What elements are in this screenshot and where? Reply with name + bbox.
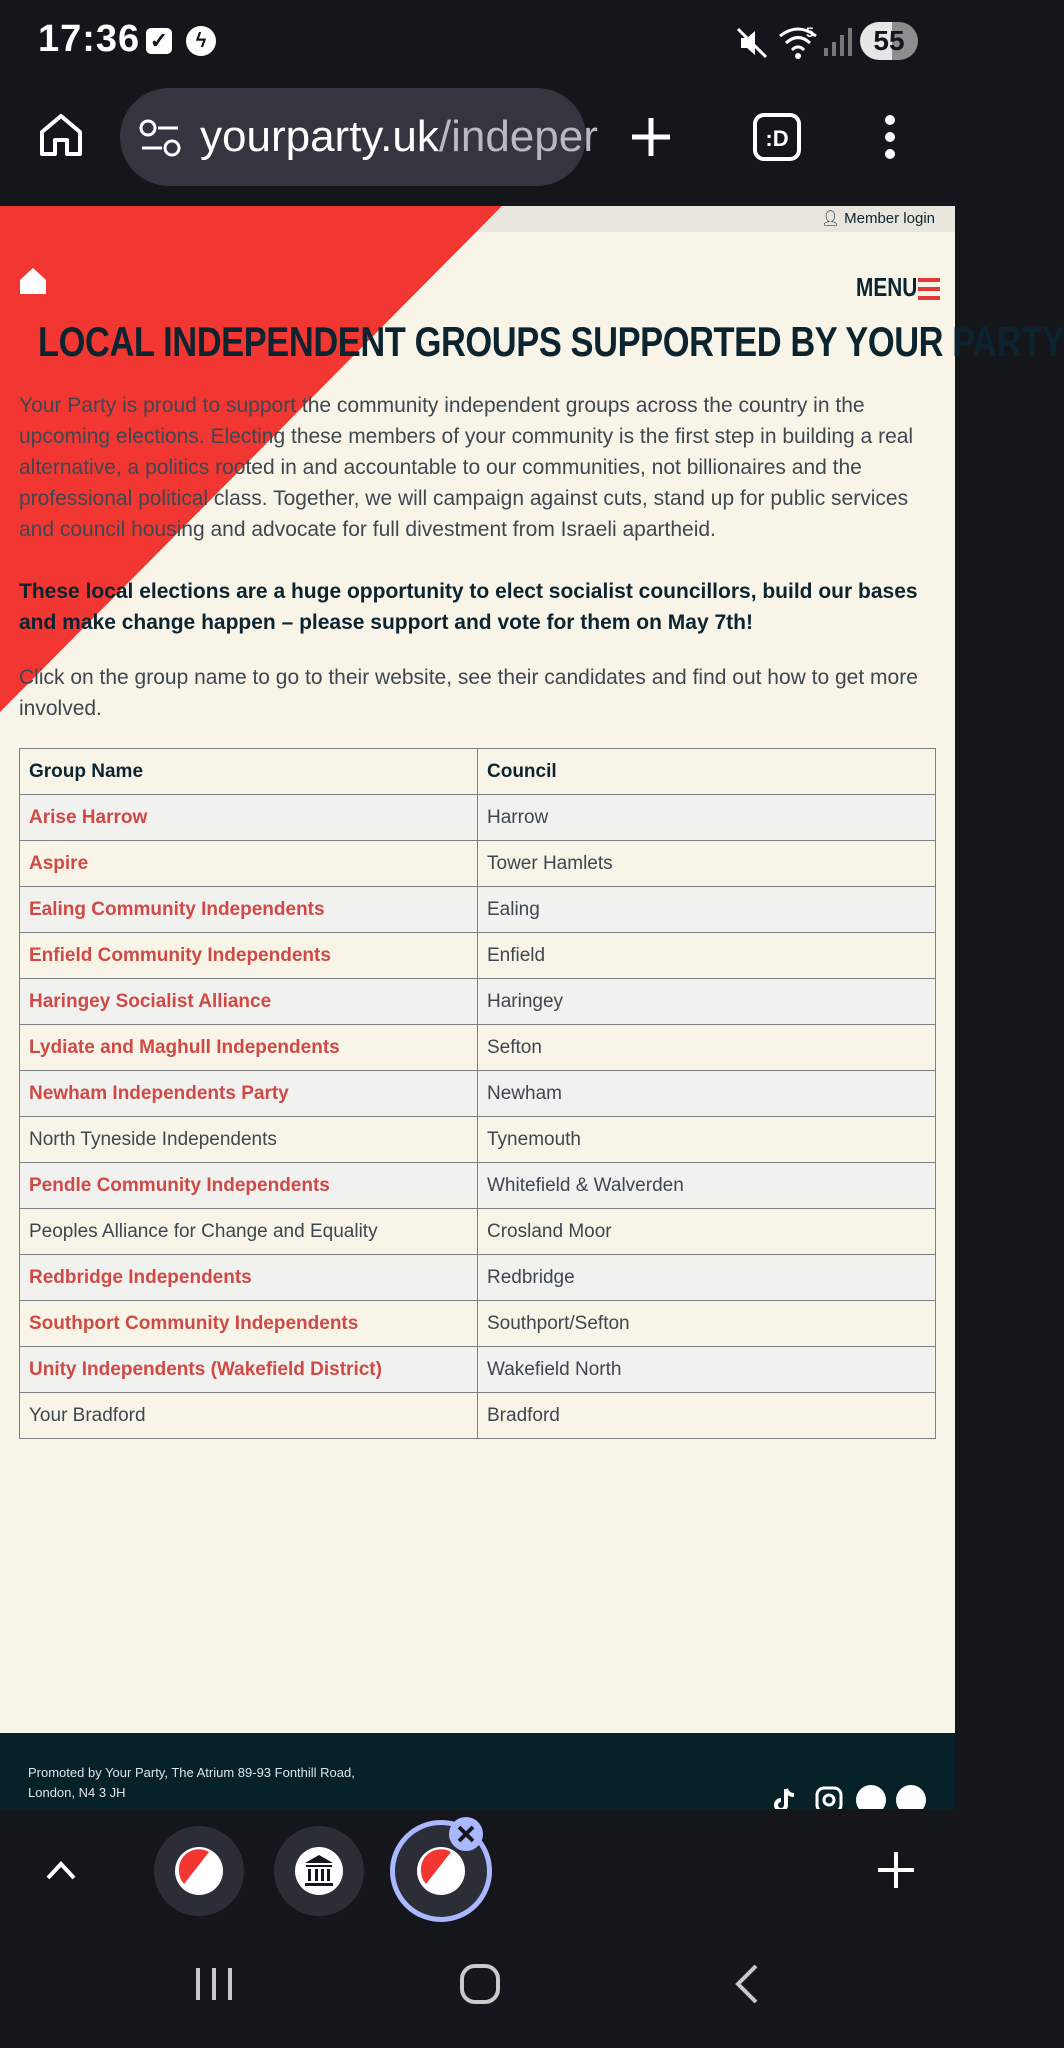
callout-paragraph: These local elections are a huge opportunity to elect socialist councillors, build our bases and make change happen – please support and vote for them on May 7th! [19, 580, 918, 634]
svg-text::D: :D [765, 126, 789, 151]
group-name-cell: Your Bradford [20, 1393, 478, 1439]
tab-museum[interactable] [274, 1826, 364, 1916]
group-name-cell[interactable]: Lydiate and Maghull Independents [20, 1025, 478, 1071]
member-login-link[interactable] [821, 209, 935, 227]
checkbox-notification-icon: ✓ [146, 28, 172, 54]
header-council: Council [478, 749, 936, 795]
council-cell: Sefton [478, 1025, 936, 1071]
tab-museum-icon [274, 1826, 364, 1916]
group-name-cell[interactable]: Redbridge Independents [20, 1255, 478, 1301]
council-cell: Whitefield & Walverden [478, 1163, 936, 1209]
site-footer [0, 1733, 955, 1809]
more-icon[interactable] [880, 112, 900, 162]
table-row [20, 1393, 936, 1439]
table-row [20, 841, 936, 887]
group-name-cell[interactable]: Ealing Community Independents [20, 887, 478, 933]
table-row [20, 1255, 936, 1301]
tab-switcher-icon[interactable] [752, 112, 802, 162]
status-bar [0, 0, 955, 84]
menu-button-label[interactable]: MENU [856, 272, 918, 302]
council-cell: Redbridge [478, 1255, 936, 1301]
council-cell: Bradford [478, 1393, 936, 1439]
group-name-cell[interactable]: Haringey Socialist Alliance [20, 979, 478, 1025]
group-name-cell[interactable]: Unity Independents (Wakefield District) [20, 1347, 478, 1393]
table-row [20, 1163, 936, 1209]
promoted-by-text [28, 1763, 428, 1803]
council-cell: Southport/Sefton [478, 1301, 936, 1347]
group-name-cell[interactable]: Enfield Community Independents [20, 933, 478, 979]
table-row [20, 933, 936, 979]
home-nav-icon[interactable] [458, 1962, 502, 2006]
back-icon[interactable] [732, 1962, 762, 2006]
header-group-name: Group Name [20, 749, 478, 795]
collapse-chevron-icon[interactable] [44, 1858, 78, 1882]
council-cell: Newham [478, 1071, 936, 1117]
page-title: LOCAL INDEPENDENT GROUPS SUPPORTED BY YOUR PARTY [38, 318, 1064, 365]
table-row [20, 1209, 936, 1255]
recents-icon[interactable] [192, 1964, 236, 2004]
tab-yourparty[interactable] [154, 1826, 244, 1916]
table-row [20, 887, 936, 933]
group-name-cell[interactable]: Aspire [20, 841, 478, 887]
instruction-paragraph: Click on the group name to go to their website, see their candidates and find out how to get more involved. [19, 666, 918, 720]
add-tab-icon[interactable] [876, 1850, 916, 1890]
groups-table [19, 748, 936, 1439]
council-cell: Harrow [478, 795, 936, 841]
council-cell: Wakefield North [478, 1347, 936, 1393]
web-page [0, 206, 1064, 1734]
council-cell: Enfield [478, 933, 936, 979]
status-time: 17:36 [38, 18, 141, 60]
tab-yourparty-icon [154, 1826, 244, 1916]
wifi-label: 5 [806, 24, 814, 40]
promoted-line-1: Promoted by Your Party, The Atrium 89-93 Fonthill Road, [28, 1765, 355, 1780]
council-cell: Crosland Moor [478, 1209, 936, 1255]
table-header-row [20, 749, 936, 795]
site-settings-icon[interactable] [138, 118, 182, 158]
council-cell: Ealing [478, 887, 936, 933]
messenger-icon: ϟ [186, 26, 216, 56]
url-domain: yourparty.uk [200, 112, 439, 161]
group-name-cell[interactable]: Arise Harrow [20, 795, 478, 841]
council-cell: Tower Hamlets [478, 841, 936, 887]
table-row [20, 979, 936, 1025]
group-name-cell[interactable]: Southport Community Independents [20, 1301, 478, 1347]
close-tab-icon[interactable] [448, 1816, 484, 1852]
home-icon[interactable] [36, 110, 86, 160]
promoted-line-2: London, N4 3 JH [28, 1785, 126, 1800]
new-tab-icon[interactable] [628, 114, 674, 160]
council-cell: Haringey [478, 979, 936, 1025]
site-home-icon[interactable] [18, 266, 48, 296]
hamburger-icon[interactable] [918, 278, 940, 305]
url-path: /indeper [438, 112, 598, 161]
url-text[interactable] [200, 112, 598, 162]
table-row [20, 1071, 936, 1117]
group-name-cell: North Tyneside Independents [20, 1117, 478, 1163]
group-name-cell[interactable]: Pendle Community Independents [20, 1163, 478, 1209]
intro-paragraph: Your Party is proud to support the community independent groups across the country in the upcoming elections. Electing these members of your community is the first step in building a real alternative, a politics rooted in and accountable to our communities, not billionaires and the professional political class. Together, we will campaign against cuts, stand up for public services and council housing and advocate for full divestment from Israeli apartheid. [19, 394, 914, 541]
group-name-cell: Peoples Alliance for Change and Equality [20, 1209, 478, 1255]
table-row [20, 795, 936, 841]
signal-icon [822, 26, 852, 58]
group-name-cell[interactable]: Newham Independents Party [20, 1071, 478, 1117]
council-cell: Tynemouth [478, 1117, 936, 1163]
member-login-label: Member login [844, 210, 935, 227]
user-icon: 👤︎ [820, 210, 845, 227]
table-row [20, 1347, 936, 1393]
table-row [20, 1117, 936, 1163]
table-row [20, 1025, 936, 1071]
table-row [20, 1301, 936, 1347]
mute-icon [735, 26, 769, 60]
battery-indicator: 55 [860, 22, 918, 60]
